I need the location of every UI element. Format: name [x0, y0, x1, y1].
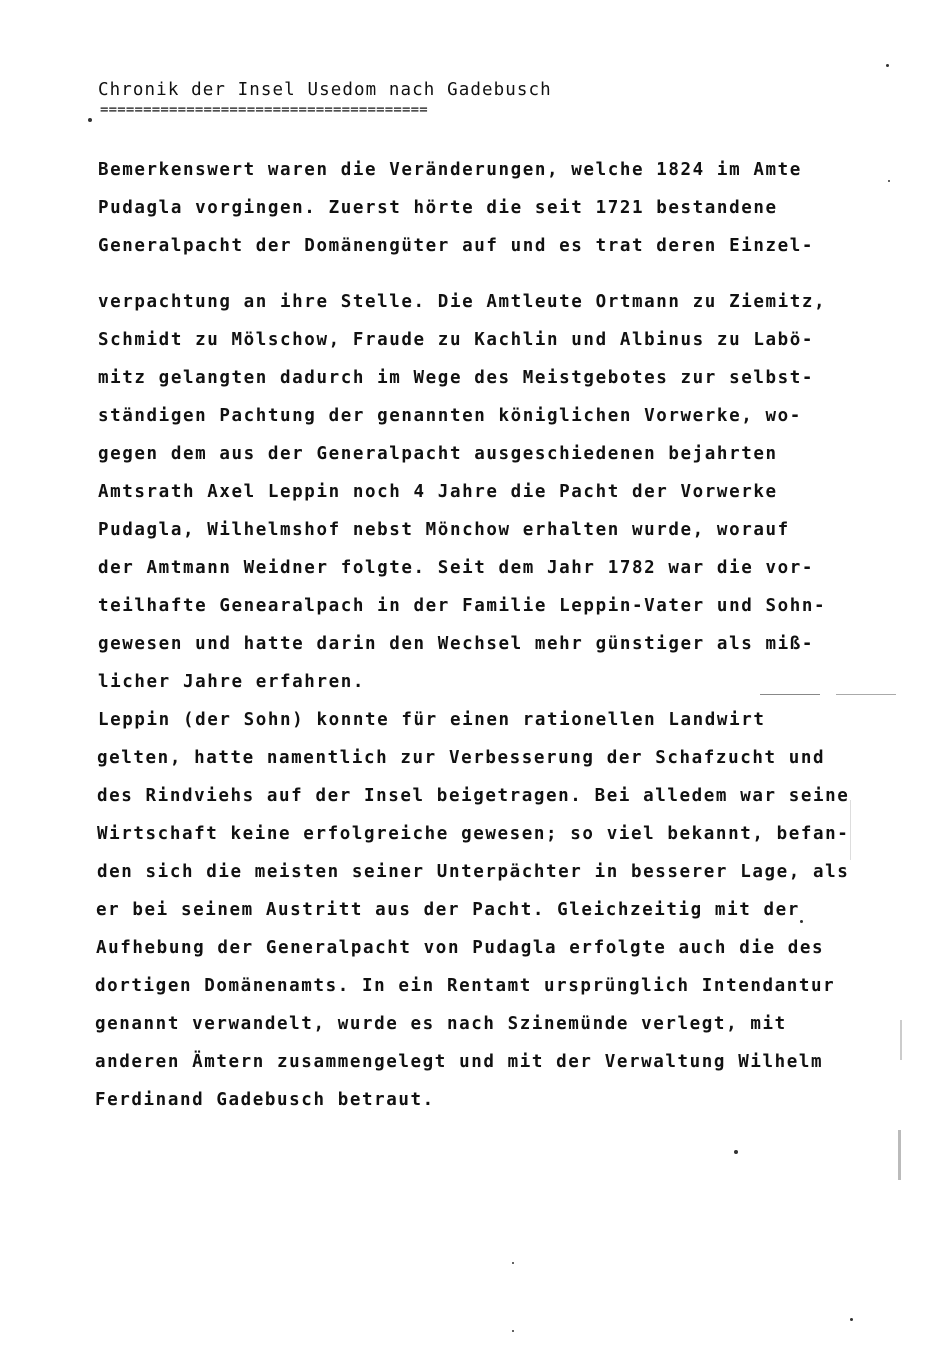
- text-line: licher Jahre erfahren.: [98, 672, 365, 692]
- text-line: Bemerkenswert waren die Veränderungen, welche 1824 im Amte: [98, 160, 802, 180]
- text-line: des Rindviehs auf der Insel beigetragen. Bei alledem war seine: [97, 786, 850, 806]
- text-line: gewesen und hatte darin den Wechsel mehr günstiger als miß-: [98, 634, 815, 654]
- text-line: Pudagla, Wilhelmshof nebst Mönchow erhalten wurde, worauf: [98, 520, 790, 540]
- scan-noise: [850, 800, 851, 860]
- text-line: gegen dem aus der Generalpacht ausgeschiedenen bejahrten: [98, 444, 778, 464]
- text-line: teilhafte Genearalpach in der Familie Leppin-Vater und Sohn-: [98, 596, 827, 616]
- scan-speck: [88, 118, 92, 122]
- document-title: Chronik der Insel Usedom nach Gadebusch: [98, 80, 552, 100]
- title-underline: ======================================: [100, 102, 428, 118]
- text-line: gelten, hatte namentlich zur Verbesserung der Schafzucht und: [97, 748, 826, 768]
- text-line: Schmidt zu Mölschow, Fraude zu Kachlin und Albinus zu Labö-: [98, 330, 815, 350]
- scan-speck: [800, 920, 803, 923]
- text-line: Wirtschaft keine erfolgreiche gewesen; so viel bekannt, befan-: [97, 824, 850, 844]
- scan-noise: [836, 694, 896, 695]
- text-line: Generalpacht der Domänengüter auf und es trat deren Einzel-: [98, 236, 815, 256]
- text-line: den sich die meisten seiner Unterpächter in besserer Lage, als: [97, 862, 850, 882]
- text-line: genannt verwandelt, wurde es nach Szinemünde verlegt, mit: [95, 1014, 787, 1034]
- text-line: dortigen Domänenamts. In ein Rentamt ursprünglich Intendantur: [95, 976, 836, 996]
- scan-noise: [760, 694, 820, 695]
- text-line: Leppin (der Sohn) konnte für einen rationellen Landwirt: [98, 710, 766, 730]
- scan-speck: [512, 1262, 514, 1264]
- scan-noise: [900, 1020, 902, 1060]
- text-line: er bei seinem Austritt aus der Pacht. Gleichzeitig mit der: [96, 900, 800, 920]
- scan-speck: [512, 1330, 514, 1332]
- scan-speck: [886, 64, 889, 67]
- text-line: verpachtung an ihre Stelle. Die Amtleute Ortmann zu Ziemitz,: [98, 292, 827, 312]
- scan-speck: [850, 1318, 853, 1321]
- text-line: Aufhebung der Generalpacht von Pudagla erfolgte auch die des: [96, 938, 825, 958]
- scan-noise: [898, 1130, 901, 1180]
- text-line: mitz gelangten dadurch im Wege des Meistgebotes zur selbst-: [98, 368, 815, 388]
- text-line: Ferdinand Gadebusch betraut.: [95, 1090, 435, 1110]
- text-line: Amtsrath Axel Leppin noch 4 Jahre die Pacht der Vorwerke: [98, 482, 778, 502]
- scan-speck: [888, 180, 890, 182]
- text-line: ständigen Pachtung der genannten königlichen Vorwerke, wo-: [98, 406, 802, 426]
- scan-speck: [734, 1150, 738, 1154]
- text-line: der Amtmann Weidner folgte. Seit dem Jahr 1782 war die vor-: [98, 558, 815, 578]
- text-line: Pudagla vorgingen. Zuerst hörte die seit 1721 bestandene: [98, 198, 778, 218]
- text-line: anderen Ämtern zusammengelegt und mit der Verwaltung Wilhelm: [95, 1052, 824, 1072]
